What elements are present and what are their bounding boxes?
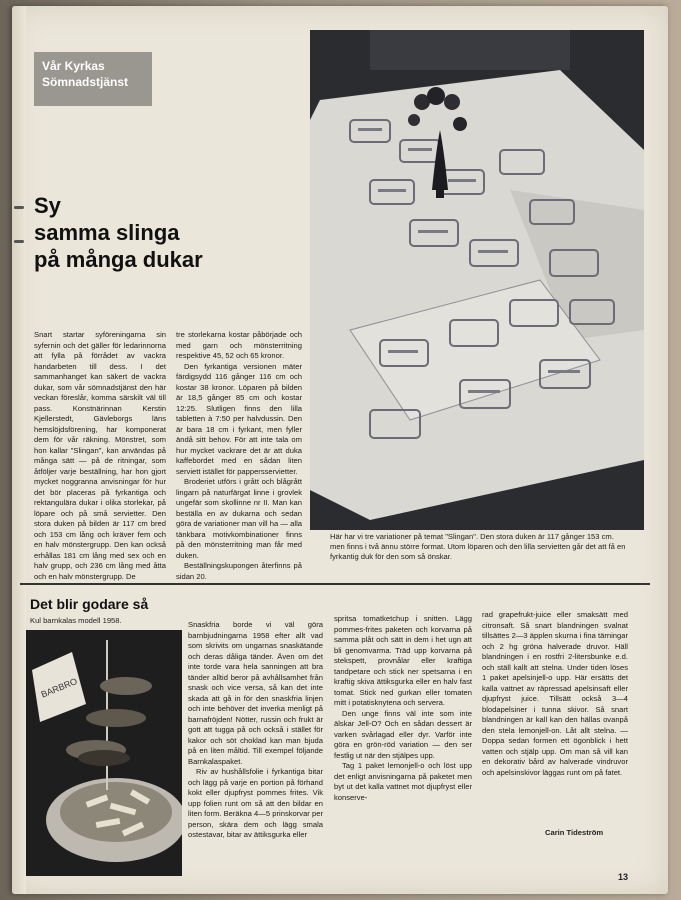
article2-column-2 — [334, 614, 472, 803]
article1-column-2 — [176, 330, 302, 582]
headline-line: Sy — [34, 193, 61, 218]
paragraph: Snart startar syföreningarna sin syfernin och det gäller för ledarinnorna att fylla på förrådet av vackra handarbeten till dess. I det sammanhanget kan säkert de vackra dukar, som vår sömnadstjänst den här veckan föreslår, komma särskilt väl till pass. Konstnärinnan Kerstin Kjellerstedt, Gävleborgs läns hemslöjdsförening, har komponerat dem för vår räkning. Mönstret, som hon kallar "Slingan", kan användas på många sätt — på de ritningar, som åtföljer varje beställning, har hon gjort mycket noggranna anvisningar för hur det bör placeras på fyrkantiga och rektangulära dukar i olika storlekar, på löpare och på små servietter. Den stora duken på bilden är 117 cm bred och 153 cm lång och kräver fem och en halv mönstergrupp. Den kan också erhållas 181 cm lång med sex och en halv grupp, och 236 cm lång med åtta och en halv mönstergrupp. De — [34, 330, 166, 581]
article-headline — [34, 192, 304, 273]
paragraph: Den unge finns väl inte som inte älskar Jell-O? Och en sådan dessert är varken svårlagad eller dyr. Varför inte göra en grön-röd variation — den ser festlig ut när den stjälpes upp. — [334, 708, 472, 760]
article2-headline: Det blir godare så — [30, 596, 149, 612]
article2-column-1 — [188, 620, 323, 841]
paragraph: Broderiet utförs i grått och blågrått lingarn på naturfärgat linne i grovlek ungefär som skollinne nr II. Man kan beställa en av dukarna och sedan göra de variationer man vill ha — alla tänkbara motivkombinationer finns på den mönsterritning man får med duken. — [176, 477, 302, 560]
page-number: 13 — [618, 872, 629, 882]
article1-column-1 — [34, 330, 166, 582]
paragraph: Snaskfria borde vi väl göra barnbjudningarna 1958 efter allt vad som skrivits om ungarnas snaskätande och deras dåliga tänder. Även om det inte torde vara hela sanningen att bra tänder alltid beror på avhållsamhet från snask och vice versa, så kan det inte skada att gå in för den snaskfria linjen och inte behöver det inverka menligt på barnafröjden! Nötter, russin och frukt är gott att tugga på och också i stället för kakor och söt choklad kan man bjuda på en liten måltid. Till exempel följande Barnkalaspaket. — [188, 620, 323, 766]
paragraph: Tag 1 paket lemonjell-o och löst upp det enligt anvisningarna på paketet men byt ut det kalla vattnet mot djupfryst eller konserve- — [334, 761, 472, 802]
paragraph: Beställningskupongen återfinns på sidan 20. — [176, 561, 302, 581]
page-binding — [12, 6, 26, 894]
flag-text: BARBRO — [39, 676, 79, 700]
section-label: Vår Kyrkas Sömnadstjänst — [34, 52, 152, 106]
paragraph: tre storlekarna kostar påbörjade och med garn och mönsterritning respektive 45, 52 och 65 kronor. — [176, 330, 302, 360]
article2-subheadline: Kul barnkalas modell 1958. — [30, 616, 122, 625]
staple-top — [14, 206, 24, 209]
author-signature: Carin Tideström — [545, 828, 604, 837]
paragraph: Den fyrkantiga versionen mäter färdigsydd 116 gånger 116 cm och kostar 38 kronor. Löparen på bilden är 18,5 gånger 85 cm och kostar 12:25. Slutligen finns den lilla tabletten à 7:50 per halvdussin. Den är bara 18 cm i fyrkant, men fyller ändå sitt behov. För att inte tala om hur mycket vackrare det är att duka kaffebordet med en sådan liten serviett istället för pappersservietter. — [176, 361, 302, 476]
staple-bottom — [14, 240, 24, 243]
paragraph: spritsa tomatketchup i snitten. Lägg pommes-frites paketen och korvarna på samma plåt och sätt in dem i het ugn att bli genomvarma. Träd upp korvarna på stekspett, provnålar eller kraftiga tandpetare och stick ner spetsarna i en kraftig skiva ättiksgurka eller en halv fast tomat. Stick ned gurkan eller tomaten mitt i potatisknytena och servera. — [334, 614, 472, 707]
photo-caption: Här har vi tre variationer på temat "Slingan". Den stora duken är 117 gånger 153 cm. men finns i två ännu större format. Utom löparen och den lilla servietten går det att få en fyrkantig duk för den som så önskar. — [330, 532, 626, 561]
party-food-photo — [26, 630, 182, 876]
headline-line: på många dukar — [34, 247, 203, 272]
tablecloth-photo — [310, 30, 644, 530]
paragraph: Riv av hushållsfolie i fyrkantiga bitar och lägg på varje en portion på förhand kokt eller djupfryst pommes frites. Vik upp folien runt om så att den bildar en liten form. Beräkna 4—5 prinskorvar per person, skära dem och lägg smala ostestavar, bitar av ättiksgurka eller — [188, 767, 323, 839]
headline-line: samma slinga — [34, 220, 180, 245]
paragraph: rad grapefrukt-juice eller smaksätt med citronsaft. Så snart blandningen svalnat tillsättes 2—3 äpplen skurna i fina tärningar och 2 hg gröna halverade druvor. Häll blandningen i en rostfri 2-litersbunke e.d. och ställ kallt att stelna. Under tiden löses 1 paket apelsinjell-o upp. Här ersätts det kalla vattnet av räpressad apelsinsaft eller djupfryst juice. Tillsätt också 3—4 blodapelsiner i tunna skivor. Så snart blandningen är kall kan den hällas ovanpå den stela lemonjell-on. Låt allt stelna. — Doppa sedan formen ett ögonblick i hett vatten och stjälp upp. Om man så vill kan en dekorativ bård av halverade vindruvor och apelsinskivor läggas runt om på fatet. — [482, 610, 628, 777]
section-divider — [20, 583, 650, 585]
article2-column-3 — [482, 610, 628, 778]
